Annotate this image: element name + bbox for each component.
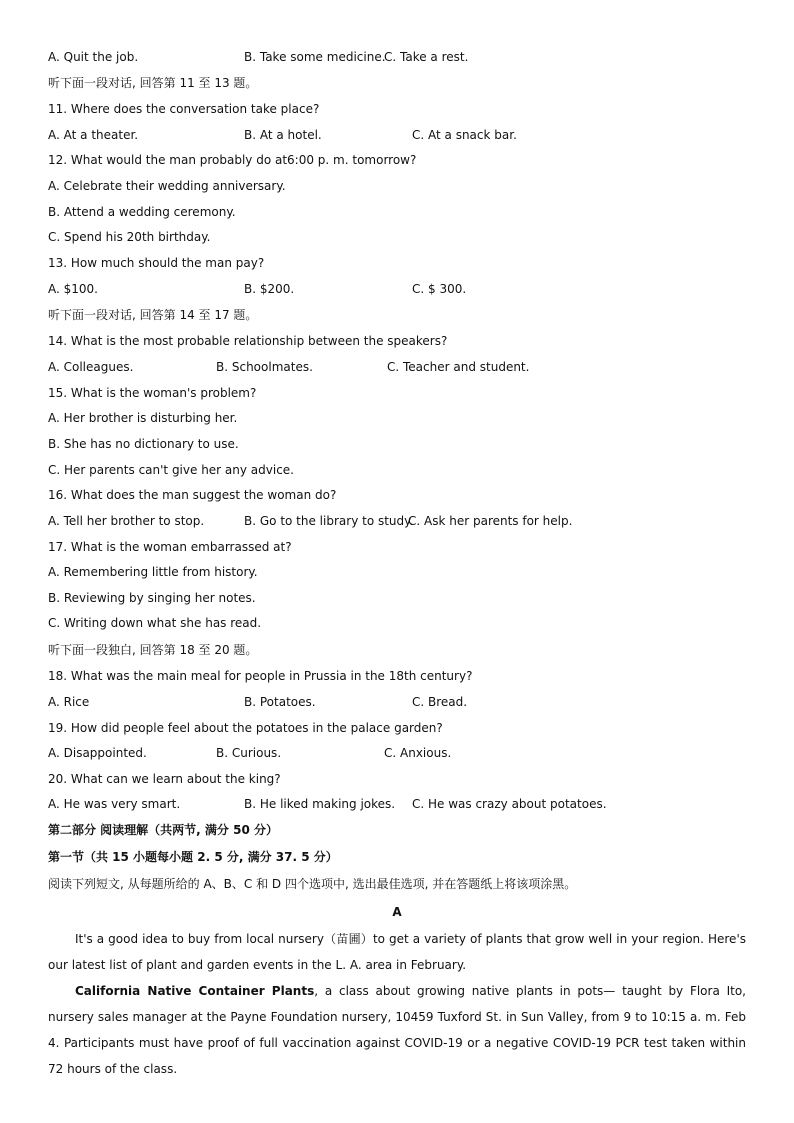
question-15-option-b: B. She has no dictionary to use. [48,437,239,451]
question-14-stem: 14. What is the most probable relationship between the speakers? [48,334,448,348]
part-two-title: 第二部分 阅读理解（共两节, 满分 50 分） [48,823,278,837]
option-c: C. Take a rest. [384,50,469,64]
question-12-option-b: B. Attend a wedding ceremony. [48,205,236,219]
option-b: B. Curious. [216,746,282,760]
event-title: California Native Container Plants [75,984,315,998]
question-18-stem: 18. What was the main meal for people in Prussia in the 18th century? [48,669,473,683]
option-c: C. At a snack bar. [412,128,517,142]
option-a: A. Rice [48,695,90,709]
option-c: C. He was crazy about potatoes. [412,797,607,811]
option-c: C. Bread. [412,695,468,709]
question-20-stem: 20. What can we learn about the king? [48,772,281,786]
option-b: B. He liked making jokes. [244,797,396,811]
question-15-option-a: A. Her brother is disturbing her. [48,411,238,425]
section-heading-14-17: 听下面一段对话, 回答第 14 至 17 题。 [48,308,258,322]
question-13-stem: 13. How much should the man pay? [48,256,265,270]
question-11-stem: 11. Where does the conversation take place? [48,102,320,116]
option-b: B. At a hotel. [244,128,322,142]
passage-paragraph-2 [48,978,746,1082]
option-c: C. Anxious. [384,746,452,760]
option-a: A. At a theater. [48,128,139,142]
option-b: B. Schoolmates. [216,360,313,374]
option-b: B. Potatoes. [244,695,316,709]
question-19-stem: 19. How did people feel about the potatoes in the palace garden? [48,721,443,735]
option-a: A. Disappointed. [48,746,147,760]
question-12-option-c: C. Spend his 20th birthday. [48,230,211,244]
section-one-title: 第一节（共 15 小题每小题 2. 5 分, 满分 37. 5 分） [48,850,338,864]
option-a: A. He was very smart. [48,797,181,811]
question-17-option-a: A. Remembering little from history. [48,565,258,579]
question-12-option-a: A. Celebrate their wedding anniversary. [48,179,286,193]
question-17-option-b: B. Reviewing by singing her notes. [48,591,256,605]
option-a: A. $100. [48,282,98,296]
question-17-option-c: C. Writing down what she has read. [48,616,262,630]
reading-instructions: 阅读下列短文, 从每题所给的 A、B、C 和 D 四个选项中, 选出最佳选项, 并在答题纸上将该项涂黑。 [48,877,577,891]
passage-label: A [392,905,402,919]
question-12-stem: 12. What would the man probably do at6:00 p. m. tomorrow? [48,153,417,167]
option-a: A. Quit the job. [48,50,139,64]
option-c: C. $ 300. [412,282,467,296]
option-b: B. $200. [244,282,295,296]
option-c: C. Teacher and student. [387,360,530,374]
option-c: C. Ask her parents for help. [408,514,573,528]
passage-paragraph-1: It's a good idea to buy from local nursery（苗圃）to get a variety of plants that grow well in your region. Here's our latest list of plant and garden events in the L. A. area in February. [48,932,746,972]
question-15-stem: 15. What is the woman's problem? [48,386,257,400]
question-16-stem: 16. What does the man suggest the woman do? [48,488,337,502]
question-17-stem: 17. What is the woman embarrassed at? [48,540,292,554]
section-heading-18-20: 听下面一段独白, 回答第 18 至 20 题。 [48,643,258,657]
option-a: A. Colleagues. [48,360,134,374]
event-description: , a class about growing native plants in pots— taught by Flora Ito, nursery sales manager at the Payne Foundation nursery, 10459 Tuxford St. in Sun Valley, from 9 to 10:15 a. m. Feb 4. Participants must have proof of full vaccination against COVID-19 or a negative COVID-19 PCR test taken within 72 hours of the class. [48,984,746,1076]
question-15-option-c: C. Her parents can't give her any advice. [48,463,294,477]
section-heading-11-13: 听下面一段对话, 回答第 11 至 13 题。 [48,76,258,90]
option-b: B. Go to the library to study. [244,514,414,528]
option-b: B. Take some medicine. [244,50,386,64]
option-a: A. Tell her brother to stop. [48,514,205,528]
